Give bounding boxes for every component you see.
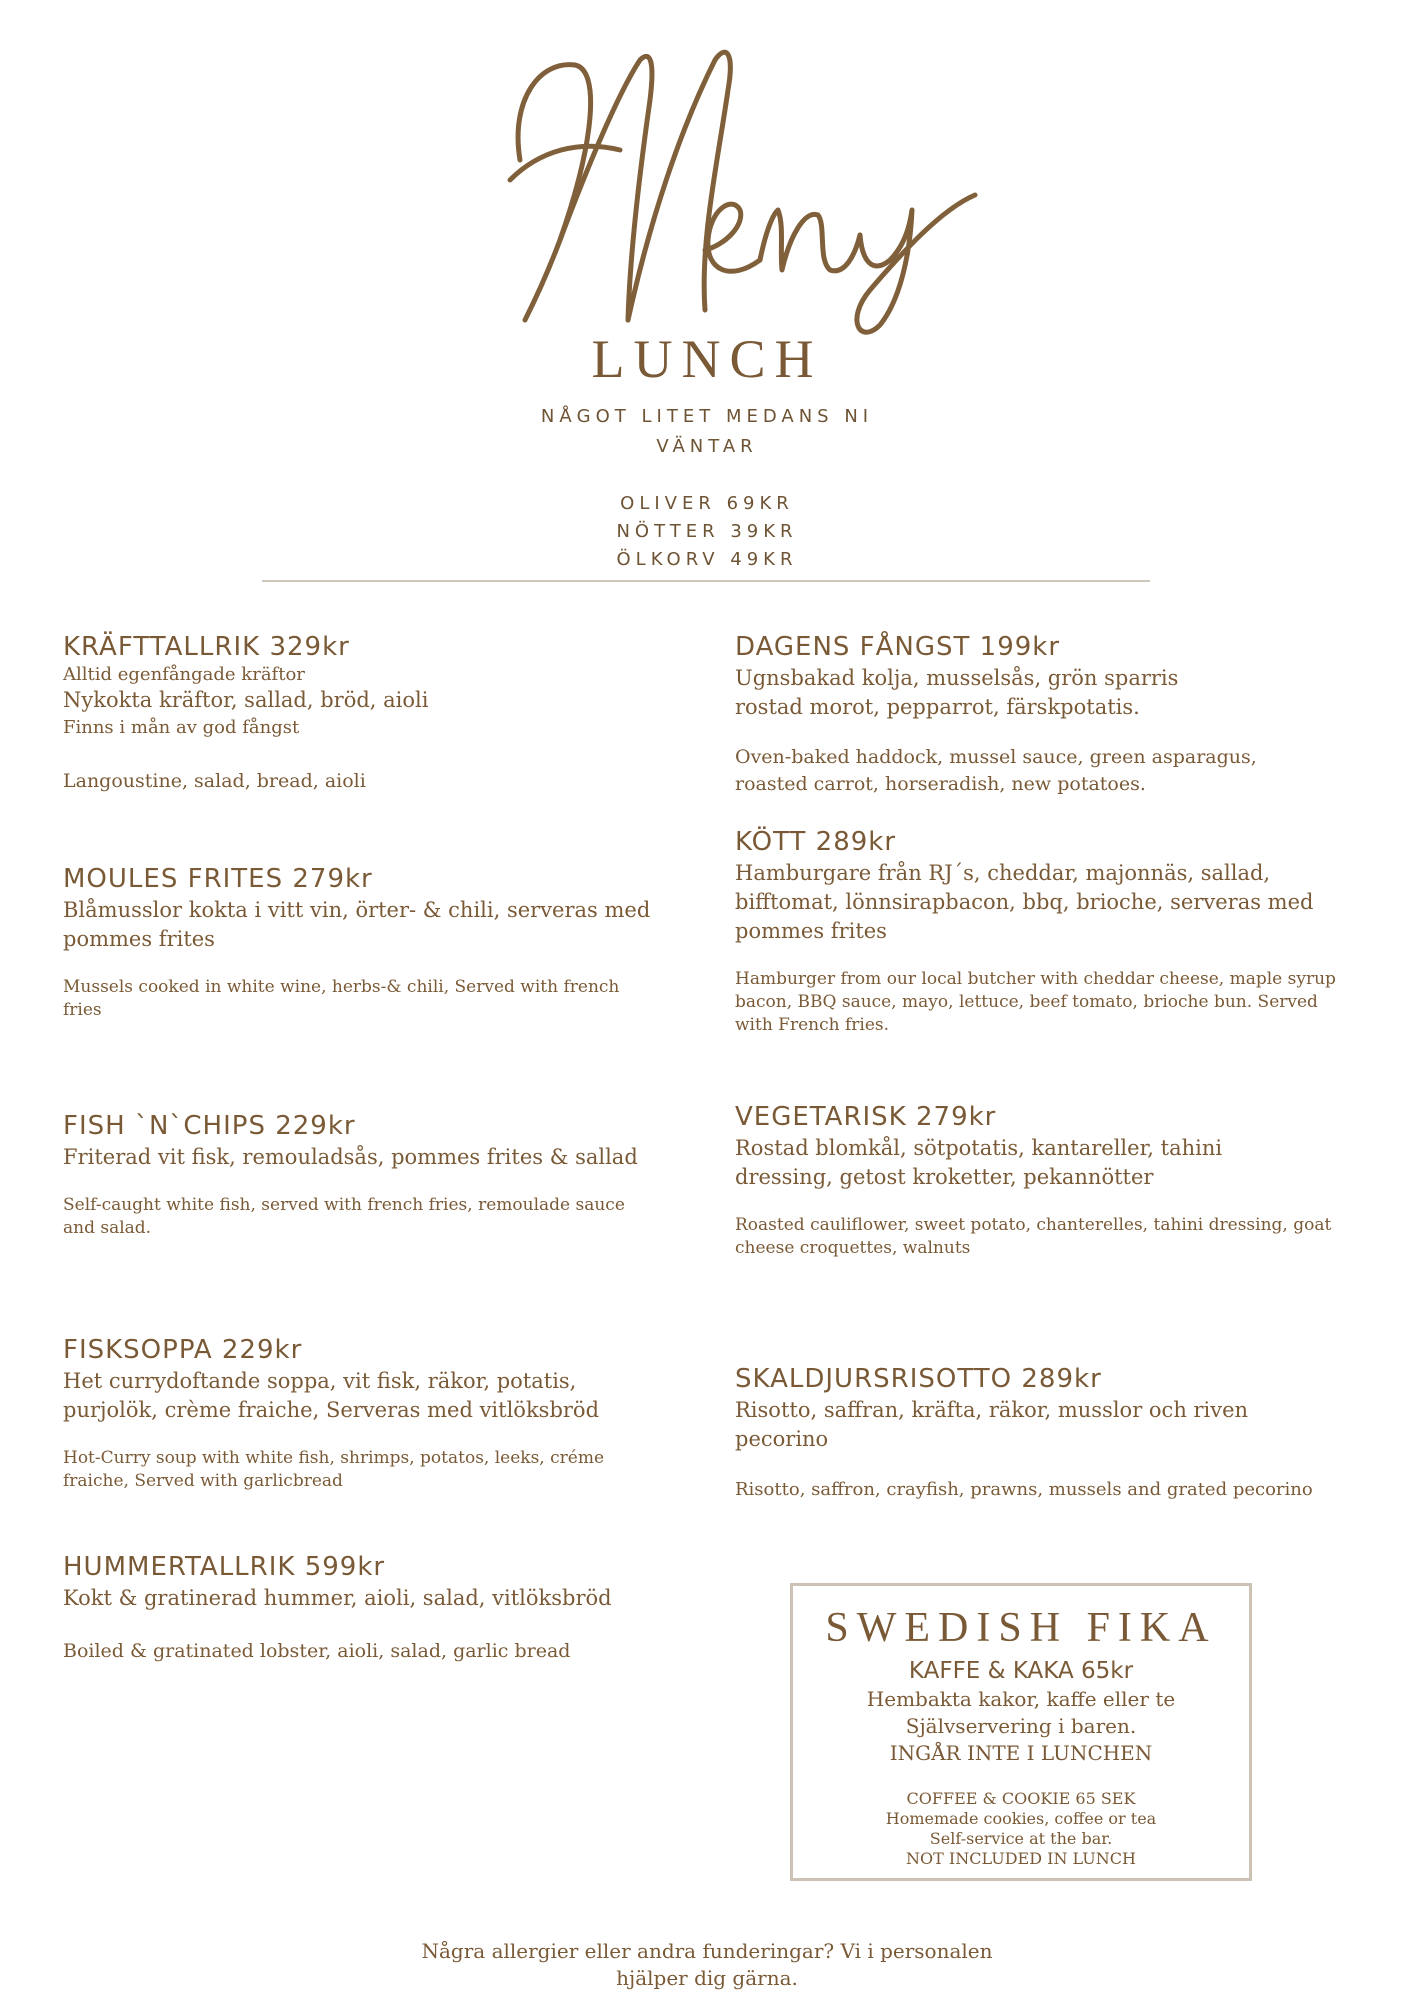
snack-intro: NÅGOT LITET MEDANS NI VÄNTAR — [540, 406, 874, 457]
dish-fisksoppa — [63, 1333, 663, 1493]
dish-krafttallrik — [63, 630, 663, 795]
dish-name: FISH `N`CHIPS 229kr — [63, 1111, 356, 1141]
dish-description-sv: Kokt & gratinerad hummer, aioli, salad, vitlöksbröd — [63, 1586, 612, 1610]
dish-fish-n-chips — [63, 1109, 643, 1240]
dish-note: Finns i mån av god fångst — [63, 717, 300, 738]
dish-name: KÖTT 289kr — [735, 827, 897, 857]
dish-note: Alltid egenfångade kräftor — [63, 664, 305, 685]
dish-kott — [735, 825, 1355, 1037]
fika-line-sv: Hembakta kakor, kaffe eller te — [866, 1687, 1176, 1711]
dish-description-sv: Blåmusslor kokta i vitt vin, örter- & chili, serveras med pommes frites — [63, 898, 651, 951]
dish-description-sv: Het currydoftande soppa, vit fisk, räkor, potatis, purjolök, crème fraiche, Serveras med vitlöksbröd — [63, 1369, 600, 1422]
dish-vegetarisk — [735, 1100, 1355, 1260]
snack-list — [0, 490, 1414, 574]
dish-name: DAGENS FÅNGST 199kr — [735, 632, 1061, 662]
snack-item: OLIVER 69KR — [620, 493, 794, 514]
dish-description-sv: Friterad vit fisk, remouladsås, pommes frites & sallad — [63, 1145, 638, 1169]
fika-subtitle: KAFFE & KAKA 65kr — [908, 1658, 1134, 1684]
dish-description-sv: Risotto, saffran, kräfta, räkor, musslor och riven pecorino — [735, 1398, 1249, 1451]
fika-line-en: COFFEE & COOKIE 65 SEK — [906, 1789, 1136, 1808]
allergy-footer: Några allergier eller andra funderingar? Vi i personalen hjälper dig gärna. — [421, 1939, 993, 1990]
dish-dagens-fangst — [735, 630, 1335, 798]
dish-description-en: Self-caught white fish, served with french fries, remoulade sauce and salad. — [63, 1195, 625, 1238]
snack-item: NÖTTER 39KR — [616, 521, 798, 542]
dish-name: VEGETARISK 279kr — [735, 1102, 997, 1132]
fika-title: SWEDISH FIKA — [825, 1605, 1217, 1651]
meny-script-logo — [500, 20, 980, 340]
dish-description-en: Risotto, saffron, crayfish, prawns, mussels and grated pecorino — [735, 1479, 1313, 1500]
dish-description-en: Roasted cauliflower, sweet potato, chanterelles, tahini dressing, goat cheese croquettes, walnuts — [735, 1215, 1332, 1258]
fika-line-sv: Självservering i baren. — [905, 1714, 1137, 1738]
dish-description-en: Boiled & gratinated lobster, aioli, salad, garlic bread — [63, 1640, 571, 1662]
subtitle-lunch: LUNCH — [591, 329, 823, 389]
dish-description-en: Hamburger from our local butcher with cheddar cheese, maple syrup bacon, BBQ sauce, mayo, lettuce, beef tomato, brioche bun. Served with French fries. — [735, 969, 1336, 1035]
dish-description-en: Mussels cooked in white wine, herbs-& chili, Served with french fries — [63, 977, 620, 1020]
dish-name: HUMMERTALLRIK 599kr — [63, 1552, 386, 1582]
dish-skaldjursrisotto — [735, 1362, 1335, 1503]
dish-description-sv: Rostad blomkål, sötpotatis, kantareller, tahini dressing, getost kroketter, pekannötter — [735, 1136, 1223, 1189]
dish-moules-frites — [63, 862, 663, 1022]
fika-line-sv: INGÅR INTE I LUNCHEN — [889, 1741, 1153, 1765]
dish-name: KRÄFTTALLRIK 329kr — [63, 632, 350, 662]
dish-hummertallrik — [63, 1550, 703, 1665]
dish-description-en: Oven-baked haddock, mussel sauce, green asparagus, roasted carrot, horseradish, new potatoes. — [735, 746, 1257, 795]
swedish-fika-box — [790, 1583, 1252, 1881]
fika-line-en: Homemade cookies, coffee or tea — [885, 1809, 1157, 1828]
dish-description-en: Langoustine, salad, bread, aioli — [63, 770, 366, 792]
dish-name: FISKSOPPA 229kr — [63, 1335, 303, 1365]
dish-description-sv: Ugnsbakad kolja, musselsås, grön sparris rostad morot, pepparrot, färskpotatis. — [735, 666, 1179, 719]
dish-description-sv: Hamburgare från RJ´s, cheddar, majonnäs, sallad, bifftomat, lönnsirapbacon, bbq, brioche, serveras med pommes frites — [735, 861, 1314, 943]
fika-line-en: NOT INCLUDED IN LUNCH — [906, 1849, 1136, 1868]
snack-item: ÖLKORV 49KR — [616, 549, 798, 570]
fika-line-en: Self-service at the bar. — [929, 1829, 1113, 1848]
dish-description-en: Hot-Curry soup with white fish, shrimps, potatos, leeks, créme fraiche, Served with garlicbread — [63, 1448, 605, 1491]
dish-name: SKALDJURSRISOTTO 289kr — [735, 1364, 1102, 1394]
dish-description-sv: Nykokta kräftor, sallad, bröd, aioli — [63, 688, 429, 712]
dish-name: MOULES FRITES 279kr — [63, 864, 373, 894]
header-divider — [262, 580, 1150, 582]
